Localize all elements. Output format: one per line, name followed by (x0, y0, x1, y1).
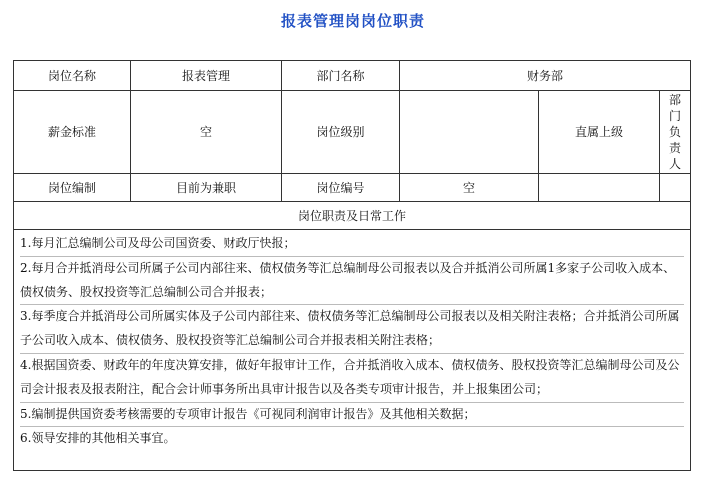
table-row (14, 174, 691, 202)
department-value: 财务部 (400, 61, 691, 91)
position-name-label: 岗位名称 (14, 61, 131, 91)
position-name-value: 报表管理 (131, 61, 282, 91)
superior-value-cell (660, 91, 691, 174)
table-row (14, 202, 691, 230)
table-row (14, 91, 691, 174)
staffing-label: 岗位编制 (14, 174, 131, 202)
level-value (400, 91, 539, 174)
position-code-label: 岗位编号 (282, 174, 400, 202)
salary-value: 空 (131, 91, 282, 174)
page-title: 报表管理岗岗位职责 (280, 12, 425, 30)
position-code-value: 空 (400, 174, 539, 202)
duty-item: 2.每月合并抵消母公司所属子公司内部往来、债权债务等汇总编制母公司报表以及合并抵消公司所属1多家子公司收入成本、债权债务、股权投资等汇总编制公司合并报表； (20, 257, 684, 306)
department-label: 部门名称 (282, 61, 400, 91)
empty-cell (660, 174, 691, 202)
superior-label: 直属上级 (539, 91, 660, 174)
duty-item: 5.编制提供国资委考核需要的专项审计报告《可视同利润审计报告》及其他相关数据； (20, 403, 684, 428)
duty-item: 6.领导安排的其他相关事宜。 (20, 431, 176, 446)
table-row (14, 230, 691, 471)
duty-item: 1.每月汇总编制公司及母公司国资委、财政厅快报； (20, 232, 684, 257)
staffing-value: 目前为兼职 (131, 174, 282, 202)
salary-label: 薪金标准 (14, 91, 131, 174)
duties-cell (14, 230, 691, 471)
superior-value: 部门负责人 (669, 93, 682, 171)
job-description-table (13, 60, 691, 471)
duty-item: 3.每季度合并抵消母公司所属实体及子公司内部往来、债权债务等汇总编制母公司报表以及相关附注表格；合并抵消公司所属子公司收入成本、债权债务、股权投资等汇总编制公司合并报表相关附注表格； (20, 305, 684, 354)
duty-item: 4.根据国资委、财政年的年度决算安排，做好年报审计工作，合并抵消收入成本、债权债务、股权投资等汇总编制母公司及公司会计报表及报表附注，配合会计师事务所出具审计报告以及各类专项审计报告，并上报集团公司； (20, 354, 684, 403)
empty-cell (539, 174, 660, 202)
duties-list (14, 230, 690, 451)
level-label: 岗位级别 (282, 91, 400, 174)
section-header: 岗位职责及日常工作 (14, 202, 691, 230)
table-row (14, 61, 691, 91)
